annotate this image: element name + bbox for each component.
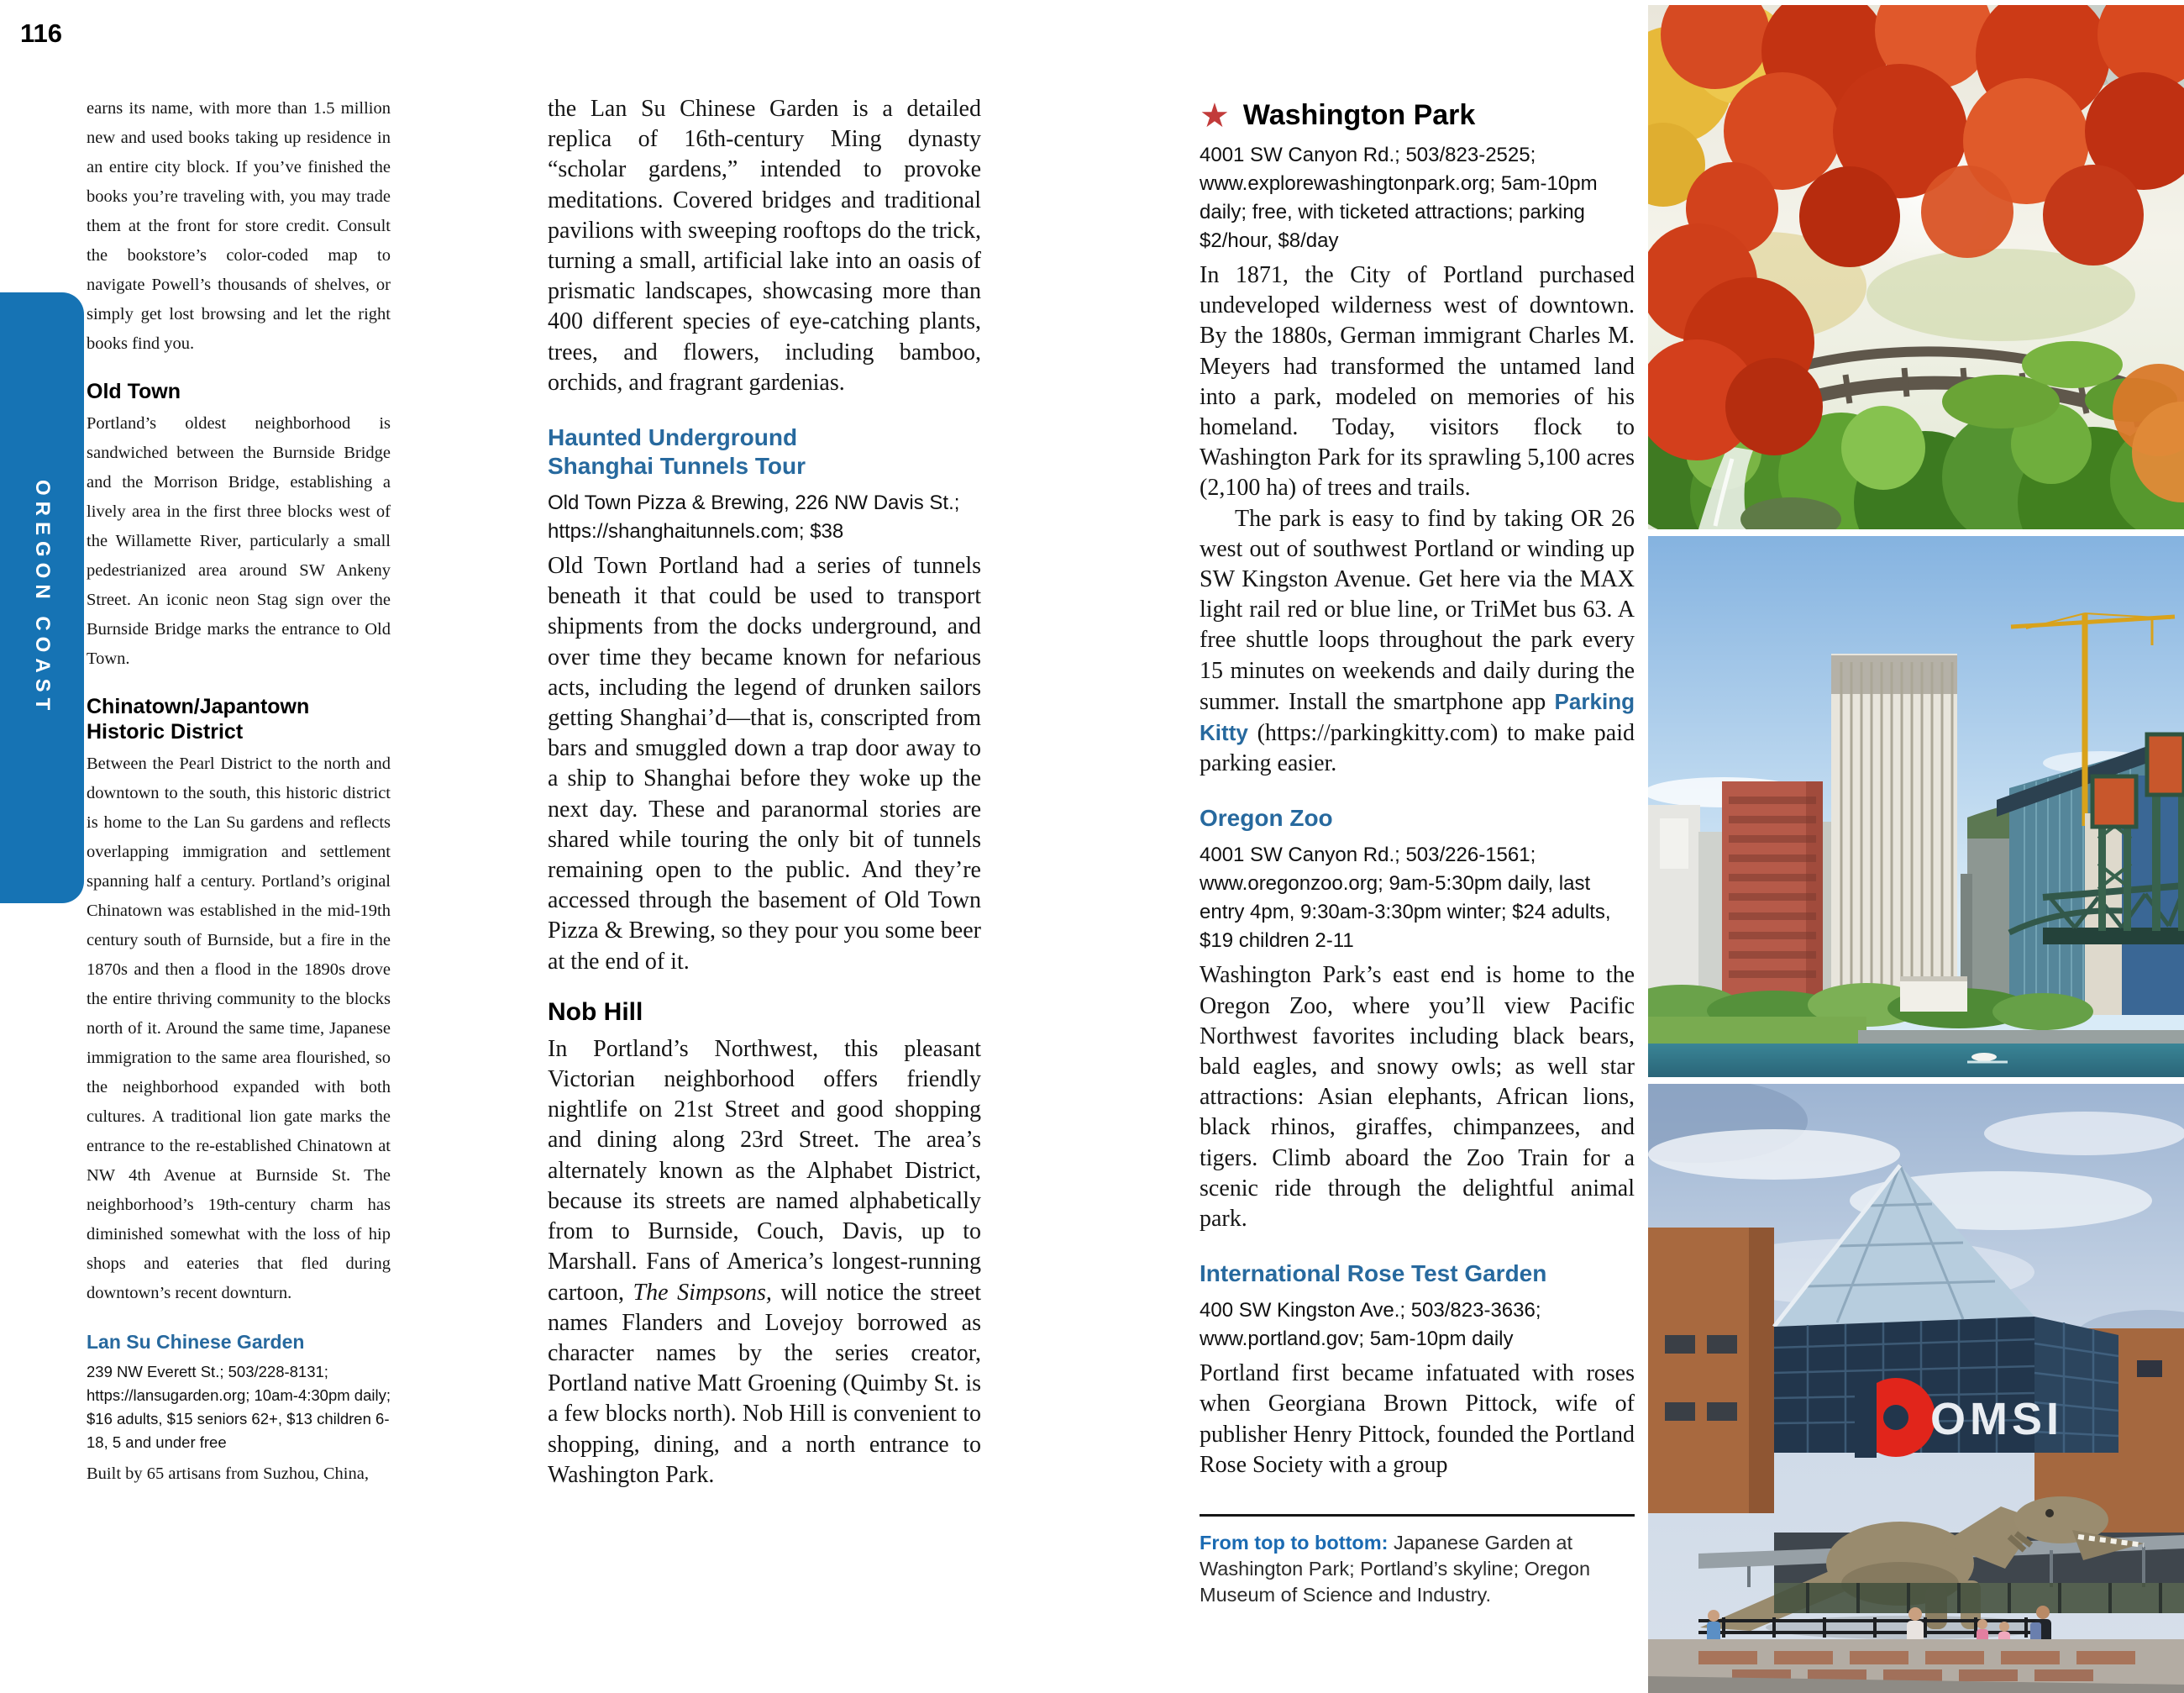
omsi-illustration	[1648, 1084, 2184, 1693]
old-town-paragraph: Portland’s oldest neighborhood is sandwiched between the Burnside Bridge and the Morrison Bridge, establishing a lively area in the first three blocks west of the Willamette River, particularly a small pedestrianized area around SW Ankeny Street. An iconic neon Stag sign over the Burnside Bridge marks the entrance to Old Town.	[87, 414, 391, 668]
nob-hill-italic-title: The Simpsons,	[633, 1279, 772, 1306]
japanese-garden-photo	[1648, 5, 2184, 529]
column-left	[87, 94, 391, 1489]
chinatown-heading-line2: Historic District	[87, 720, 244, 744]
nob-hill-text-1: In Portland’s Northwest, this pleasant Victorian neighborhood offers friendly nightlife on 21st Street and good shopping and dining along 23rd Street. The area’s alternately known as the Alphabet District, because its streets are named alphabetically from to Burnside, Couch, Davis, up to Marshall. Fans of America’s longest-running cartoon,	[548, 1035, 981, 1306]
parking-kitty-label: Parking Kitty	[1200, 688, 1635, 746]
shanghai-tunnels-heading	[548, 423, 981, 481]
old-town-heading: Old Town	[87, 380, 181, 403]
photo-caption	[1200, 1530, 1635, 1608]
washington-park-title: Washington Park	[1242, 99, 1476, 132]
shanghai-tunnels-paragraph: Old Town Portland had a series of tunnels beneath it that could be used to transport shipments from the docks underground, and over time they became known for nefarious acts, including the legend of drunken sailors getting Shanghai’d—that is, conscripted from bars and smuggled down a trap door away to a ship to Shanghai before they woke up the next day. These and paranormal stories are shared while touring the only bit of tunnels remaining open to the public. And they’re accessed through the basement of Old Town Pizza & Brewing, so they pour you some beer at the end of it.	[548, 553, 981, 975]
caption-text: Japanese Garden at Washington Park; Portland’s skyline; Oregon Museum of Science and Industry.	[1200, 1532, 1591, 1606]
page-number: 116	[20, 18, 63, 48]
washington-park-text-pre: The park is easy to find by taking OR 26 west out of southwest Portland or winding up SW Kingston Avenue. Get here via the MAX light rail red or blue line, or TriMet bus 63. A free shuttle loops throughout the park every 15 minutes on weekends and daily during the summer. Install the smartphone app	[1200, 505, 1635, 715]
shanghai-heading-line2: Shanghai Tunnels Tour	[548, 453, 806, 480]
rose-garden-paragraph: Portland first became infatuated with roses when Georgiana Brown Pittock, wife of publisher Henry Pittock, founded the Portland Rose Society with a group	[1200, 1360, 1635, 1478]
oregon-zoo-paragraph: Washington Park’s east end is home to the Oregon Zoo, where you’ll view Pacific Northwest favorites including black bears, bald eagles, and snowy owls; as well star attractions: Asian elephants, African lions, black rhinos, giraffes, chimpanzees, and tigers. Climb aboard the Zoo Train for a scenic ride through the delightful animal park.	[1200, 962, 1635, 1233]
washington-park-paragraph-2	[1200, 504, 1635, 780]
nob-hill-text-2: will notice the street names Flanders and Lovejoy borrowed as character names by the series creator, Portland native Matt Groening (Quimby St. is a few blocks north). Nob Hill is convenient to shopping, dining, and a north entrance to Washington Park.	[548, 1279, 981, 1488]
washington-park-info: 4001 SW Canyon Rd.; 503/823-2525; www.explorewashingtonpark.org; 5am-10pm daily; free, with ticketed attractions; parking $2/hour, $8/day	[1200, 144, 1598, 252]
washington-park-text-post: (https://parkingkitty.com) to make paid parking easier.	[1200, 720, 1635, 777]
washington-park-heading	[1200, 99, 1635, 133]
portland-skyline-illustration	[1648, 536, 2184, 1077]
lan-su-heading: Lan Su Chinese Garden	[87, 1331, 305, 1353]
portland-skyline-photo	[1648, 536, 2184, 1077]
shanghai-tunnels-info: Old Town Pizza & Brewing, 226 NW Davis St.; https://shanghaitunnels.com; $38	[548, 492, 960, 544]
nob-hill-paragraph	[548, 1034, 981, 1491]
side-tab-oregon-coast	[0, 292, 84, 903]
chinatown-paragraph: Between the Pearl District to the north and downtown to the south, this historic district is home to the Lan Su gardens and reflects overlapping immigration and settlement spanning half a century. Portland’s original Chinatown was established in the mid-19th century south of Burnside, but a fire in the 1870s and then a flood in the 1890s drove the entire thriving community to the blocks north of it. Around the same time, Japanese immigration to the same area flourished, so the neighborhood expanded with both cultures. A traditional lion gate marks the entrance to the re-established Chinatown at NW 4th Avenue at Burnside St. The neighborhood’s 19th-century charm has diminished somewhat with the loss of hip shops and eateries that fled during downtown’s recent downturn.	[87, 754, 391, 1302]
lan-su-paragraph-start: Built by 65 artisans from Suzhou, China,	[87, 1464, 369, 1483]
oregon-zoo-heading: Oregon Zoo	[1200, 805, 1333, 832]
caption-lead: From top to bottom:	[1200, 1532, 1389, 1554]
rose-garden-info: 400 SW Kingston Ave.; 503/823-3636; www.portland.gov; 5am-10pm daily	[1200, 1299, 1541, 1351]
rose-garden-heading: International Rose Test Garden	[1200, 1260, 1547, 1287]
column-right	[1200, 97, 1635, 1608]
caption-divider	[1200, 1514, 1635, 1517]
lan-su-info: 239 NW Everett St.; 503/228-8131; https://lansugarden.org; 10am-4:30pm daily; $16 adults, $15 seniors 62+, $13 children 6-18, 5 and under free	[87, 1363, 391, 1451]
washington-park-paragraph-1: In 1871, the City of Portland purchased undeveloped wilderness west of downtown. By the 1880s, German immigrant Charles M. Meyers had transformed the untamed land into a park, modeled on memories of his homeland. Today, visitors flock to Washington Park for its sprawling 5,100 acres (2,100 ha) of trees and trails.	[1200, 262, 1635, 502]
lan-su-paragraph-continued: the Lan Su Chinese Garden is a detailed replica of 16th-century Ming dynasty “scholar gardens,” intended to provoke meditations. Covered bridges and traditional pavilions with sweeping rooftops do the trick, turning a small, artificial lake into an oasis of prismatic landscapes, showcasing more than 400 different species of eye-catching plants, trees, and flowers, including bamboo, orchids, and fragrant gardenias.	[548, 96, 981, 396]
japanese-garden-illustration	[1648, 5, 2184, 529]
chinatown-heading-line1: Chinatown/Japantown	[87, 695, 310, 718]
side-tab-label: OREGON COAST	[31, 479, 54, 717]
powells-paragraph: earns its name, with more than 1.5 million new and used books taking up residence in an entire city block. If you’ve finished the books you’re traveling with, you may trade them at the front for store credit. Consult the bookstore’s color-coded map to navigate Powell’s thousands of shelves, or simply get lost browsing and let the right books find you.	[87, 99, 391, 353]
column-middle	[548, 94, 981, 1491]
star-icon: ★	[1200, 97, 1230, 134]
svg-text:OMSI: OMSI	[1930, 1394, 2064, 1444]
photo-strip	[1648, 5, 2184, 1693]
omsi-photo	[1648, 1084, 2184, 1693]
shanghai-heading-line1: Haunted Underground	[548, 424, 798, 451]
nob-hill-heading: Nob Hill	[548, 997, 643, 1026]
chinatown-heading	[87, 694, 391, 744]
oregon-zoo-info: 4001 SW Canyon Rd.; 503/226-1561; www.oregonzoo.org; 9am-5:30pm daily, last entry 4pm, 9:30am-3:30pm winter; $24 adults, $19 children 2-11	[1200, 844, 1611, 953]
